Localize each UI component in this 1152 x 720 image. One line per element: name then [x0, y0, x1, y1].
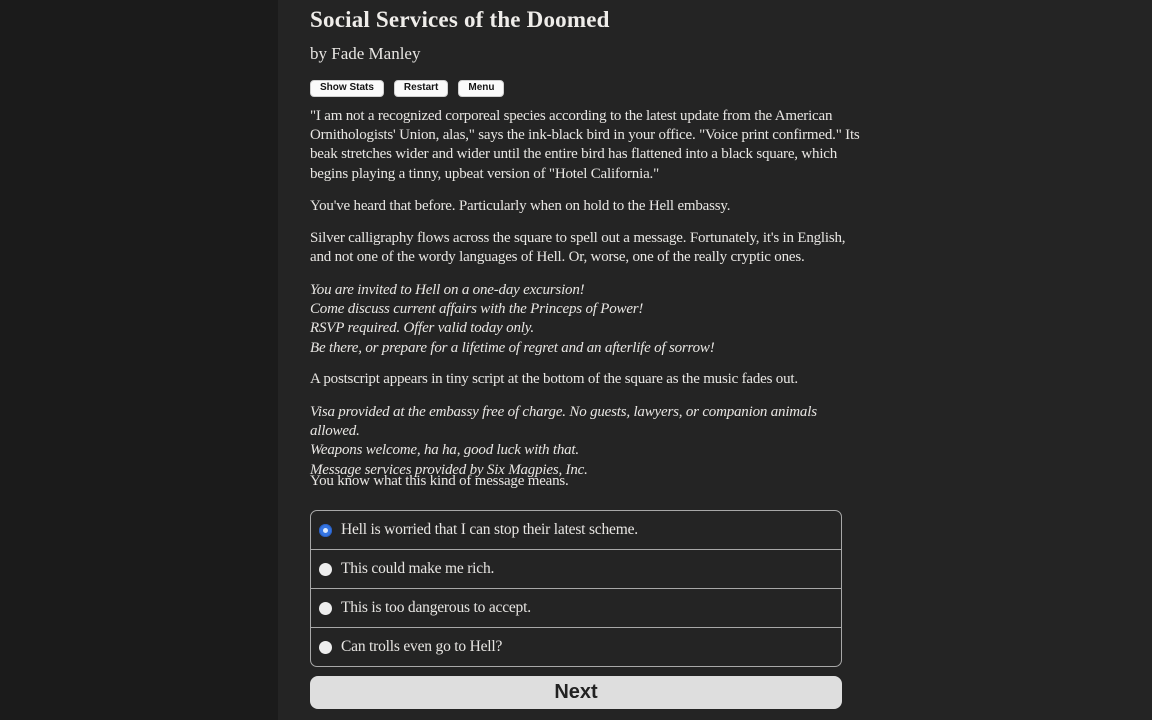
- choice-option-label: Can trolls even go to Hell?: [341, 638, 503, 655]
- story-paragraph: A postscript appears in tiny script at the bottom of the square as the music fades out.: [310, 371, 798, 387]
- radio-unselected-icon[interactable]: [319, 563, 332, 576]
- choice-option-label: Hell is worried that I can stop their latest scheme.: [341, 521, 638, 538]
- story-paragraph: You know what this kind of message means.: [310, 473, 569, 489]
- radio-selected-icon[interactable]: [319, 524, 332, 537]
- show-stats-button[interactable]: Show Stats: [310, 80, 384, 97]
- game-page: [310, 0, 860, 720]
- radio-unselected-icon[interactable]: [319, 641, 332, 654]
- choice-option[interactable]: [311, 511, 841, 549]
- restart-button[interactable]: Restart: [394, 80, 448, 97]
- choice-option[interactable]: [311, 549, 841, 588]
- choice-option[interactable]: [311, 588, 841, 627]
- choice-option-label: This is too dangerous to accept.: [341, 599, 531, 616]
- story-paragraph: "I am not a recognized corporeal species according to the latest update from the American Ornithologists' Union, alas," says the ink-black bird in your office. "Voice print confirmed." Its beak stretches wider and wider until the entire bird has flattened into a black square, which begins playing a tinny, upbeat version of "Hotel California.": [310, 108, 860, 182]
- story-paragraph: Silver calligraphy flows across the square to spell out a message. Fortunately, it's in English, and not one of the wordy languages of Hell. Or, worse, one of the really cryptic ones.: [310, 230, 846, 266]
- choice-option[interactable]: [311, 627, 841, 666]
- story-paragraph: You are invited to Hell on a one-day excursion! Come discuss current affairs with the Princeps of Power! RSVP required. Offer valid today only. Be there, or prepare for a lifetime of regret and an afterlife of sorrow!: [310, 282, 715, 356]
- author-byline: by Fade Manley: [310, 44, 421, 63]
- next-button[interactable]: Next: [310, 676, 842, 709]
- choice-option-label: This could make me rich.: [341, 560, 495, 577]
- outer-background-strip: [0, 0, 278, 720]
- page-title: Social Services of the Doomed: [310, 7, 610, 32]
- story-paragraph: You've heard that before. Particularly when on hold to the Hell embassy.: [310, 198, 731, 214]
- toolbar: [310, 80, 504, 97]
- radio-unselected-icon[interactable]: [319, 602, 332, 615]
- story-paragraph: Visa provided at the embassy free of charge. No guests, lawyers, or companion animals allowed. Weapons welcome, ha ha, good luck with that. Message services provided by Six Magpies, Inc.: [310, 404, 817, 478]
- choice-options-group: [310, 510, 842, 667]
- menu-button[interactable]: Menu: [458, 80, 504, 97]
